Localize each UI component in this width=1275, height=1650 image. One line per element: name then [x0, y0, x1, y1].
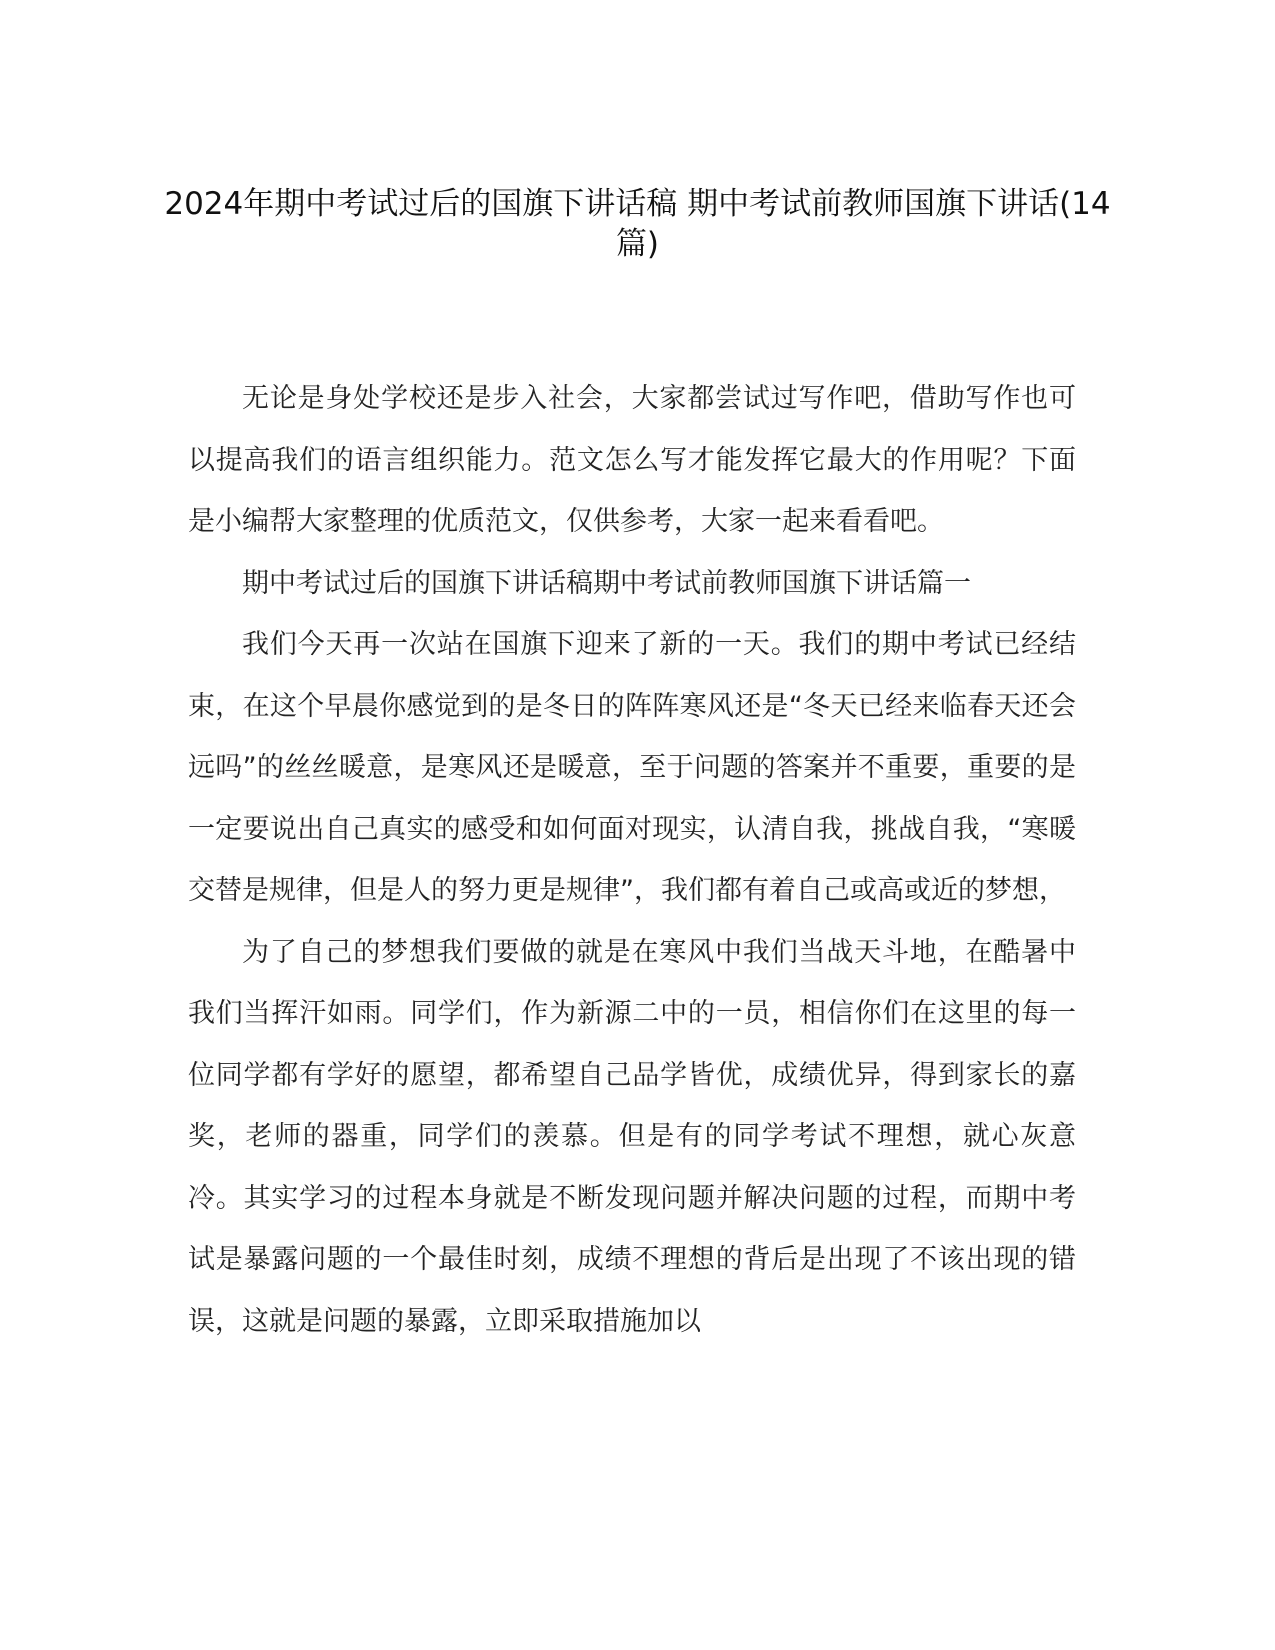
section-heading: 期中考试过后的国旗下讲话稿期中考试前教师国旗下讲话篇一: [242, 567, 971, 599]
intro-paragraph: 无论是身处学校还是步入社会，大家都尝试过写作吧，借助写作也可以提高我们的语言组织能力。范文怎么写才能发挥它最大的作用呢？下面是小编帮大家整理的优质范文，仅供参考，大家一起来看看吧。: [188, 383, 1076, 537]
body-paragraph: 我们今天再一次站在国旗下迎来了新的一天。我们的期中考试已经结束，在这个早晨你感觉到的是冬日的阵阵寒风还是“冬天已经来临春天还会远吗”的丝丝暖意，是寒风还是暖意，至于问题的答案并不重要，重要的是一定要说出自己真实的感受和如何面对现实，认清自我，挑战自我，“寒暖交替是规律，但是人的努力更是规律”，我们都有着自己或高或近的梦想，: [188, 629, 1076, 906]
body-paragraph: 为了自己的梦想我们要做的就是在寒风中我们当战天斗地，在酷暑中我们当挥汗如雨。同学们，作为新源二中的一员，相信你们在这里的每一位同学都有学好的愿望，都希望自己品学皆优，成绩优异，得到家长的嘉奖，老师的器重，同学们的羡慕。但是有的同学考试不理想，就心灰意冷。其实学习的过程本身就是不断发现问题并解决问题的过程，而期中考试是暴露问题的一个最佳时刻，成绩不理想的背后是出现了不该出现的错误，这就是问题的暴露，立即采取措施加以: [188, 936, 1076, 1337]
document-title: 2024年期中考试过后的国旗下讲话稿 期中考试前教师国旗下讲话(14篇): [164, 186, 1111, 262]
document-body: [188, 368, 1076, 1352]
